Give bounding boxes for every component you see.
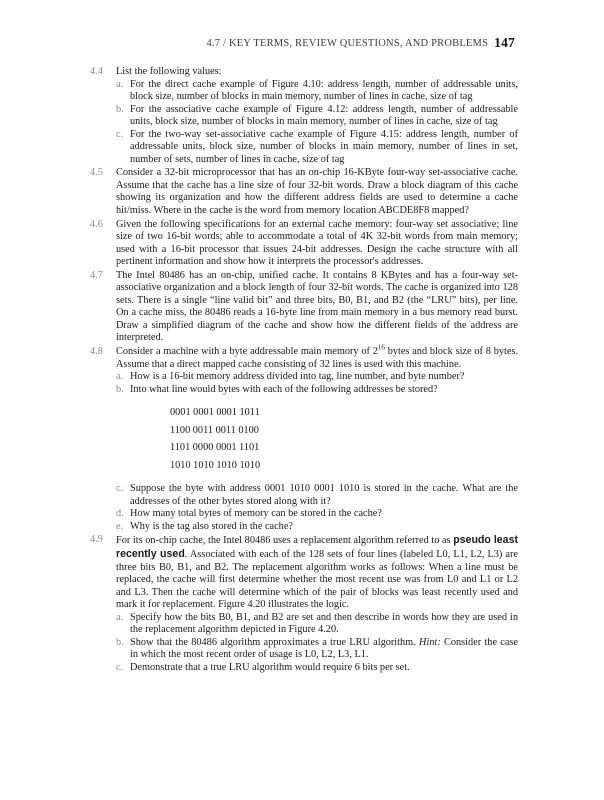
subpart-text: Suppose the byte with address 0001 1010 0001 1010 is stored in the cache. What are the addresses of the other bytes stored along with it?	[130, 483, 518, 507]
subpart-text: For the two-way set-associative cache example of Figure 4.15: address length, number of addressable units, block size, number of blocks in main memory, number of lines in set, number of sets, number of lines in cache, size of tag	[130, 128, 518, 165]
subpart-b	[116, 104, 518, 129]
subpart-a	[116, 371, 518, 384]
problem-4-7	[90, 270, 518, 345]
subpart-text: Specify how the bits B0, B1, and B2 are set and then describe in words how they are used in the replacement algorithm depicted in Figure 4.20.	[130, 611, 518, 636]
problem-number: 4.6	[90, 218, 103, 230]
text-run: Consider a machine with a byte addressable main memory of 2	[116, 346, 378, 358]
subpart-text: Into what line would bytes with each of the following addresses be stored?	[130, 383, 438, 395]
subpart-c	[116, 662, 518, 675]
problem-4-9	[90, 534, 518, 674]
subpart-c	[116, 129, 518, 167]
subpart-b	[116, 637, 518, 662]
problem-number: 4.4	[90, 66, 103, 77]
text-run: . Associated with each of the 128 sets of four lines (labeled L0, L1, L2, L3) are three bits B0, B1, and B2. The replacement algorithm works as follows: When a line must be replaced, the cache will first determine whether the most recent use was from L0 and L1 or L2 and L3. Then the cache will determine which of the pair of blocks was least recently used and mark it for replacement. Figure 4.20 illustrates the logic.	[116, 548, 518, 611]
subpart-letter: c.	[116, 483, 124, 495]
text-run: bytes and block size of 8 bytes. Assume that a direct mapped cache consisting of 32 lines is used with this machine.	[116, 346, 519, 370]
problem-number: 4.8	[90, 346, 103, 358]
subpart-text: Show that the 80486 algorithm approximates a true LRU algorithm.	[130, 636, 420, 648]
subpart-text: How is a 16-bit memory address divided into tag, line number, and byte number?	[130, 371, 465, 383]
subpart-e	[116, 521, 518, 534]
problem-text: List the following values:	[116, 66, 222, 77]
subpart-b	[116, 384, 518, 397]
problem-number: 4.9	[90, 534, 103, 546]
subpart-text: Demonstrate that a true LRU algorithm would require 6 bits per set.	[130, 661, 410, 673]
subpart-d	[116, 508, 518, 521]
subpart-text: For the direct cache example of Figure 4.10: address length, number of addressable units, block size, number of blocks in main memory, number of lines in cache, size of tag	[130, 78, 518, 103]
running-title: 4.7 / KEY TERMS, REVIEW QUESTIONS, AND PROBLEMS	[206, 38, 489, 49]
problem-4-8	[90, 343, 519, 533]
subpart-letter: b.	[116, 636, 124, 648]
subpart-text: How many total bytes of memory can be stored in the cache?	[130, 508, 382, 520]
problem-text	[116, 534, 518, 611]
problem-text: Given the following specifications for an external cache memory: four-way set associative; line size of two 16-bit words; able to accommodate a total of 4K 32-bit words from main memory; used with a 16-bit processor that issues 24-bit addresses. Design the cache structure with all pertinent information and show how it interprets the processor's addresses.	[116, 218, 518, 268]
problem-4-5	[90, 167, 518, 217]
subpart-letter: a.	[116, 611, 124, 623]
subpart-c	[116, 483, 518, 508]
subpart-letter: a.	[116, 78, 124, 90]
hint-text: Consider the case in which the most recent order of usage is L0, L2, L3, L1.	[130, 636, 518, 661]
problem-text: The Intel 80486 has an on-chip, unified cache. It contains 8 KBytes and has a four-way set-associative organization and a block length of four 32-bit words. The cache is organized into 128 sets. There is a single “line valid bit” and three bits, B0, B1, and B2 (the “LRU” bits), per line. On a cache miss, the 80486 reads a 16-byte line from main memory in a bus memory read burst. Draw a simplified diagram of the cache and show how the different fields of the address are interpreted.	[116, 269, 518, 344]
problem-text: Consider a 32-bit microprocessor that has an on-chip 16-KByte four-way set-associative cache. Assume that the cache has a line size of four 32-bit words. Draw a block diagram of this cache showing its organization and how the different address fields are used to determine a cache hit/miss. Where in the cache is the word from memory location ABCDE8F8 mapped?	[116, 167, 518, 217]
problem-list	[90, 66, 518, 674]
problem-4-4	[90, 66, 518, 166]
problem-text	[116, 343, 519, 371]
key-term: pseudo least recently used	[116, 534, 518, 560]
address-list	[116, 404, 518, 474]
exponent: 16	[377, 343, 385, 352]
subpart-letter: c.	[116, 661, 124, 673]
problem-number: 4.5	[90, 167, 103, 179]
running-header	[206, 35, 515, 51]
subpart-a	[116, 612, 518, 637]
address-item: 1100 0011 0011 0100	[170, 424, 259, 436]
subpart-letter: c.	[116, 128, 124, 140]
subpart-letter: e.	[116, 520, 124, 532]
hint-label: Hint:	[419, 636, 441, 648]
subpart-letter: b.	[116, 383, 124, 395]
subpart-text: For the associative cache example of Figure 4.12: address length, number of addressable units, block size, number of blocks in main memory, number of lines in cache, size of tag	[130, 103, 518, 128]
subpart-a	[116, 79, 518, 104]
address-item: 0001 0001 0001 1011	[170, 407, 260, 419]
text-run: For its on-chip cache, the Intel 80486 uses a replacement algorithm referred to as	[116, 535, 454, 547]
subpart-letter: b.	[116, 103, 124, 115]
address-item: 1101 0000 0001 1101	[170, 442, 260, 454]
problem-4-6	[90, 219, 518, 269]
page-number: 147	[494, 35, 515, 50]
subpart-letter: a.	[116, 371, 124, 383]
problem-number: 4.7	[90, 269, 103, 281]
subpart-text: Why is the tag also stored in the cache?	[130, 520, 293, 532]
subpart-letter: d.	[116, 508, 124, 520]
address-item: 1010 1010 1010 1010	[170, 459, 261, 471]
